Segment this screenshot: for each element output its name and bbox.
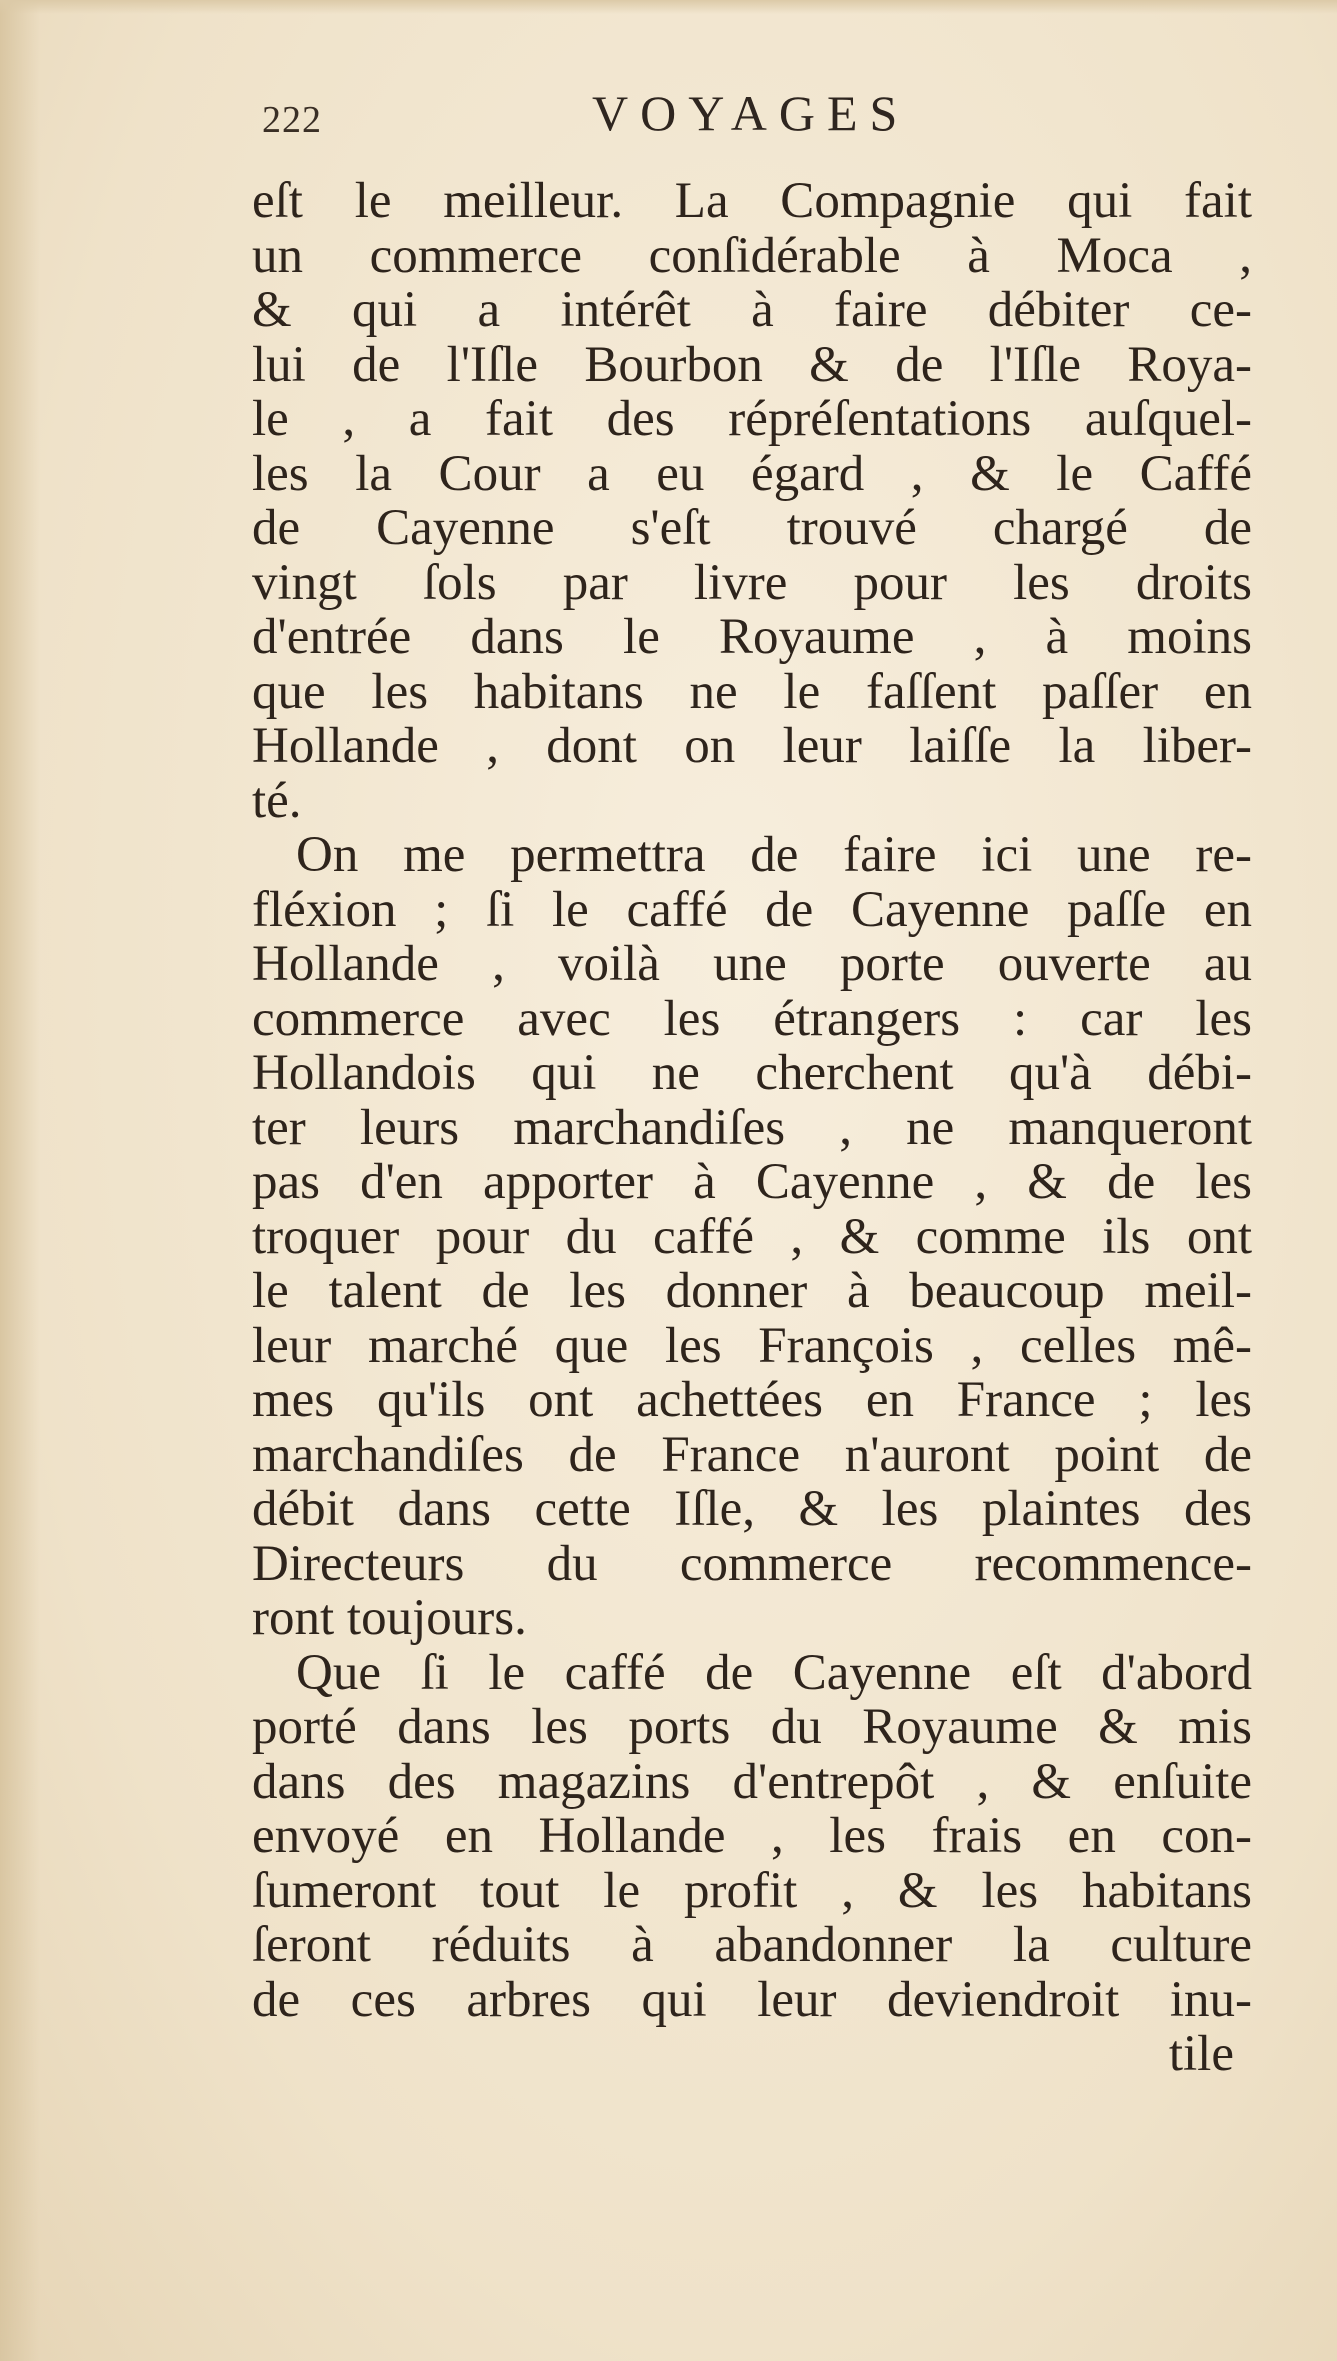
text-line: ront toujours. xyxy=(252,1590,527,1646)
text-line: pas d'en apporter à Cayenne , & de les xyxy=(252,1154,1252,1210)
paragraph-start-line: On me permettra de faire ici une re- xyxy=(296,827,1252,883)
text-line: un commerce conſidérable à Moca , xyxy=(252,227,1252,284)
page-left-shadow xyxy=(0,0,40,2361)
text-line: le , a fait des répréſentations auſquel- xyxy=(252,391,1252,447)
body-text xyxy=(252,174,1252,2082)
text-line: d'entrée dans le Royaume , à moins xyxy=(252,609,1252,665)
text-line: porté dans les ports du Royaume & mis xyxy=(252,1699,1252,1755)
text-line: que les habitans ne le faſſent paſſer en xyxy=(252,663,1252,720)
text-line: lui de l'Iſle Bourbon & de l'Iſle Roya- xyxy=(252,336,1252,393)
text-line: eſt le meilleur. La Compagnie qui fait xyxy=(252,173,1252,229)
text-line: Hollande , dont on leur laiſſe la liber- xyxy=(252,718,1252,774)
text-line: Directeurs du commerce recommence- xyxy=(252,1535,1252,1592)
text-line: débit dans cette Iſle, & les plaintes des xyxy=(252,1481,1252,1537)
text-line: le talent de les donner à beaucoup meil- xyxy=(252,1263,1252,1319)
text-line: Hollande , voilà une porte ouverte au xyxy=(252,936,1252,992)
text-line: marchandiſes de France n'auront point de xyxy=(252,1426,1252,1483)
text-line: envoyé en Hollande , les frais en con- xyxy=(252,1808,1252,1864)
running-title: VOYAGES xyxy=(592,85,910,141)
text-line: ſeront réduits à abandonner la culture xyxy=(252,1917,1252,1973)
catchword: tile xyxy=(1168,2026,1234,2082)
text-line: fléxion ; ſi le caffé de Cayenne paſſe en xyxy=(252,881,1252,938)
text-line: mes qu'ils ont achettées en France ; les xyxy=(252,1372,1252,1428)
text-line: ſumeront tout le profit , & les habitans xyxy=(252,1862,1252,1919)
text-line: de ces arbres qui leur deviendroit inu- xyxy=(252,1971,1252,2028)
paragraph-start-line: Que ſi le caffé de Cayenne eſt d'abord xyxy=(296,1644,1252,1701)
text-line: Hollandois qui ne cherchent qu'à débi- xyxy=(252,1045,1252,1101)
text-line: de Cayenne s'eſt trouvé chargé de xyxy=(252,500,1252,556)
text-line: les la Cour a eu égard , & le Caffé xyxy=(252,445,1252,502)
text-line: leur marché que les François , celles mê- xyxy=(252,1317,1252,1374)
text-line: vingt ſols par livre pour les droits xyxy=(252,554,1252,611)
text-line: & qui a intérêt à faire débiter ce- xyxy=(252,282,1252,338)
page-number: 222 xyxy=(262,99,322,141)
page-top-shadow xyxy=(0,0,1337,14)
text-line: commerce avec les étrangers : car les xyxy=(252,990,1252,1047)
text-line: ter leurs marchandiſes , ne manqueront xyxy=(252,1099,1252,1156)
text-line: dans des magazins d'entrepôt , & enſuite xyxy=(252,1753,1252,1810)
text-line: té. xyxy=(252,772,302,829)
text-line: troquer pour du caffé , & comme ils ont xyxy=(252,1208,1252,1265)
